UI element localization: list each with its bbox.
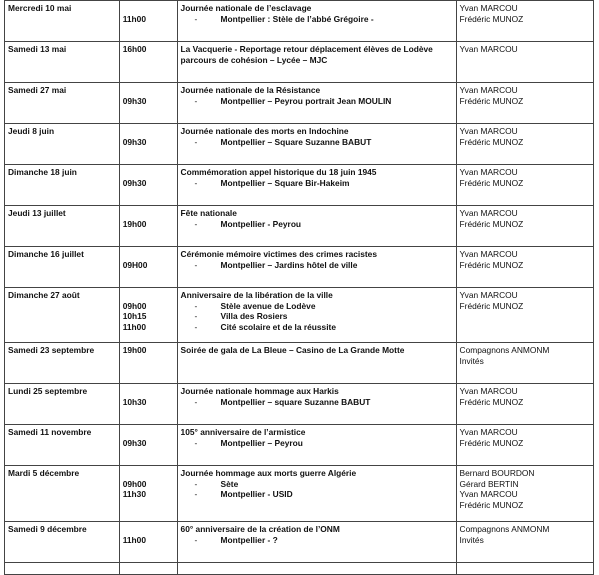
event-date: Lundi 25 septembre — [5, 384, 120, 425]
event-time: 09h00 — [122, 300, 147, 311]
event-item: - Cité scolaire et de la réussite — [194, 321, 336, 332]
event-time: 11h00 — [122, 13, 146, 24]
bullet-dash: - — [194, 259, 198, 270]
event-cell — [177, 425, 456, 466]
event-cell — [177, 247, 456, 288]
event-time: 10h15 — [122, 311, 147, 322]
participants: Yvan MARCOU Frédéric MUNOZ — [456, 1, 593, 42]
event-item: - Montpellier – Square Bir-Hakeim — [194, 177, 350, 188]
table-row — [5, 288, 594, 343]
event-time: 11h00 — [122, 534, 146, 545]
table-row — [5, 42, 594, 83]
event-time: 09h00 — [122, 478, 147, 489]
event-item: - Montpellier – square Suzanne BABUT — [194, 396, 371, 407]
table-row — [5, 522, 594, 563]
event-cell — [177, 42, 456, 83]
event-title: Journée nationale de la Résistance — [180, 85, 321, 95]
event-time-cell — [119, 83, 177, 124]
table-row — [5, 563, 594, 575]
event-time-cell — [119, 384, 177, 425]
event-time-cell — [119, 42, 177, 83]
bullet-dash: - — [194, 218, 198, 229]
bullet-dash: - — [194, 534, 198, 545]
event-time: 16h00 — [122, 44, 147, 54]
event-title: Anniversaire de la libération de la ville — [180, 290, 333, 300]
participants: Compagnons ANMONM Invités — [456, 343, 593, 384]
event-item: - Villa des Rosiers — [194, 311, 288, 322]
event-date: Mardi 5 décembre — [5, 466, 120, 522]
table-row — [5, 83, 594, 124]
event-title: La Vacquerie - Reportage retour déplacement élèves de Lodève — [180, 44, 433, 54]
event-title: Journée nationale hommage aux Harkis — [180, 386, 339, 396]
schedule-table — [4, 0, 594, 575]
bullet-dash: - — [194, 489, 198, 500]
event-item: - Montpellier – Jardins hôtel de ville — [194, 259, 358, 270]
table-row — [5, 466, 594, 522]
participants: Yvan MARCOU Frédéric MUNOZ — [456, 165, 593, 206]
event-time-cell — [119, 522, 177, 563]
event-time: 19h00 — [122, 345, 147, 355]
bullet-dash: - — [194, 177, 198, 188]
event-time: 10h30 — [122, 396, 147, 407]
event-time-cell — [119, 343, 177, 384]
event-title-continued: parcours de cohésion – Lycée – MJC — [180, 54, 328, 65]
event-time-cell — [119, 288, 177, 343]
participants: Yvan MARCOU Frédéric MUNOZ — [456, 124, 593, 165]
event-time: 09h30 — [122, 437, 147, 448]
event-title: Fête nationale — [180, 208, 237, 218]
table-row — [5, 1, 594, 42]
event-title: Cérémonie mémoire victimes des crimes racistes — [180, 249, 377, 259]
event-title: 60° anniversaire de la création de l’ONM — [180, 524, 340, 534]
event-cell — [177, 384, 456, 425]
event-date: Jeudi 13 juillet — [5, 206, 120, 247]
event-time: 09h30 — [122, 136, 147, 147]
participants: Yvan MARCOU Frédéric MUNOZ — [456, 288, 593, 343]
event-item: - Montpellier – Square Suzanne BABUT — [194, 136, 372, 147]
event-title: Journée hommage aux morts guerre Algérie — [180, 468, 357, 478]
event-time-cell — [119, 124, 177, 165]
bullet-dash: - — [194, 396, 198, 407]
event-time-cell — [119, 247, 177, 288]
table-row — [5, 165, 594, 206]
bullet-dash: - — [194, 321, 198, 332]
event-date: Samedi 27 mai — [5, 83, 120, 124]
event-cell — [177, 206, 456, 247]
event-time-cell — [119, 1, 177, 42]
table-row — [5, 124, 594, 165]
event-time-cell — [119, 425, 177, 466]
event-cell — [177, 466, 456, 522]
event-title: 105° anniversaire de l’armistice — [180, 427, 306, 437]
event-time: 11h30 — [122, 489, 146, 500]
event-date: Mercredi 10 mai — [5, 1, 120, 42]
event-title: Soirée de gala de La Bleue – Casino de La Grande Motte — [180, 345, 405, 355]
event-date: Dimanche 18 juin — [5, 165, 120, 206]
event-cell — [177, 522, 456, 563]
table-row — [5, 206, 594, 247]
event-date: Samedi 13 mai — [5, 42, 120, 83]
event-date: Dimanche 16 juillet — [5, 247, 120, 288]
event-time: 09h30 — [122, 177, 147, 188]
bullet-dash: - — [194, 311, 198, 322]
event-cell — [177, 1, 456, 42]
participants: Compagnons ANMONM Invités — [456, 522, 593, 563]
event-title: Journée nationale de l’esclavage — [180, 3, 312, 13]
table-row — [5, 384, 594, 425]
event-item: - Montpellier – Peyrou — [194, 437, 303, 448]
event-item: - Sète — [194, 478, 239, 489]
event-title: Commémoration appel historique du 18 juin 1945 — [180, 167, 377, 177]
bullet-dash: - — [194, 300, 198, 311]
event-item: - Montpellier - ? — [194, 534, 278, 545]
event-title: Journée nationale des morts en Indochine — [180, 126, 349, 136]
table-row — [5, 343, 594, 384]
participants: Yvan MARCOU — [456, 42, 593, 83]
event-item: - Montpellier - Peyrou — [194, 218, 302, 229]
event-cell — [177, 83, 456, 124]
participants: Yvan MARCOU Frédéric MUNOZ — [456, 425, 593, 466]
participants: Yvan MARCOU Frédéric MUNOZ — [456, 83, 593, 124]
event-date: Jeudi 8 juin — [5, 124, 120, 165]
event-date: Samedi 11 novembre — [5, 425, 120, 466]
event-cell — [177, 165, 456, 206]
participants: Yvan MARCOU Frédéric MUNOZ — [456, 206, 593, 247]
event-time: 11h00 — [122, 321, 146, 332]
event-time-cell — [119, 206, 177, 247]
event-cell — [177, 124, 456, 165]
event-date: Samedi 9 décembre — [5, 522, 120, 563]
event-date: Dimanche 27 août — [5, 288, 120, 343]
participants: Yvan MARCOU Frédéric MUNOZ — [456, 247, 593, 288]
event-time: 09H00 — [122, 259, 148, 270]
event-item: - Montpellier - USID — [194, 489, 293, 500]
bullet-dash: - — [194, 95, 198, 106]
participants: Yvan MARCOU Frédéric MUNOZ — [456, 384, 593, 425]
bullet-dash: - — [194, 136, 198, 147]
event-item: - Stèle avenue de Lodève — [194, 300, 316, 311]
table-row — [5, 425, 594, 466]
participants: Bernard BOURDON Gérard BERTIN Yvan MARCOU Frédéric MUNOZ — [456, 466, 593, 522]
table-row — [5, 247, 594, 288]
event-date: Samedi 23 septembre — [5, 343, 120, 384]
event-time: 19h00 — [122, 218, 147, 229]
bullet-dash: - — [194, 437, 198, 448]
bullet-dash: - — [194, 478, 198, 489]
event-time-cell — [119, 466, 177, 522]
event-item: - Montpellier – Peyrou portrait Jean MOULIN — [194, 95, 392, 106]
event-cell — [177, 288, 456, 343]
event-item: - Montpellier : Stèle de l’abbé Grégoire - — [194, 13, 374, 24]
event-cell — [177, 343, 456, 384]
event-time-cell — [119, 165, 177, 206]
event-time: 09h30 — [122, 95, 147, 106]
bullet-dash: - — [194, 13, 198, 24]
